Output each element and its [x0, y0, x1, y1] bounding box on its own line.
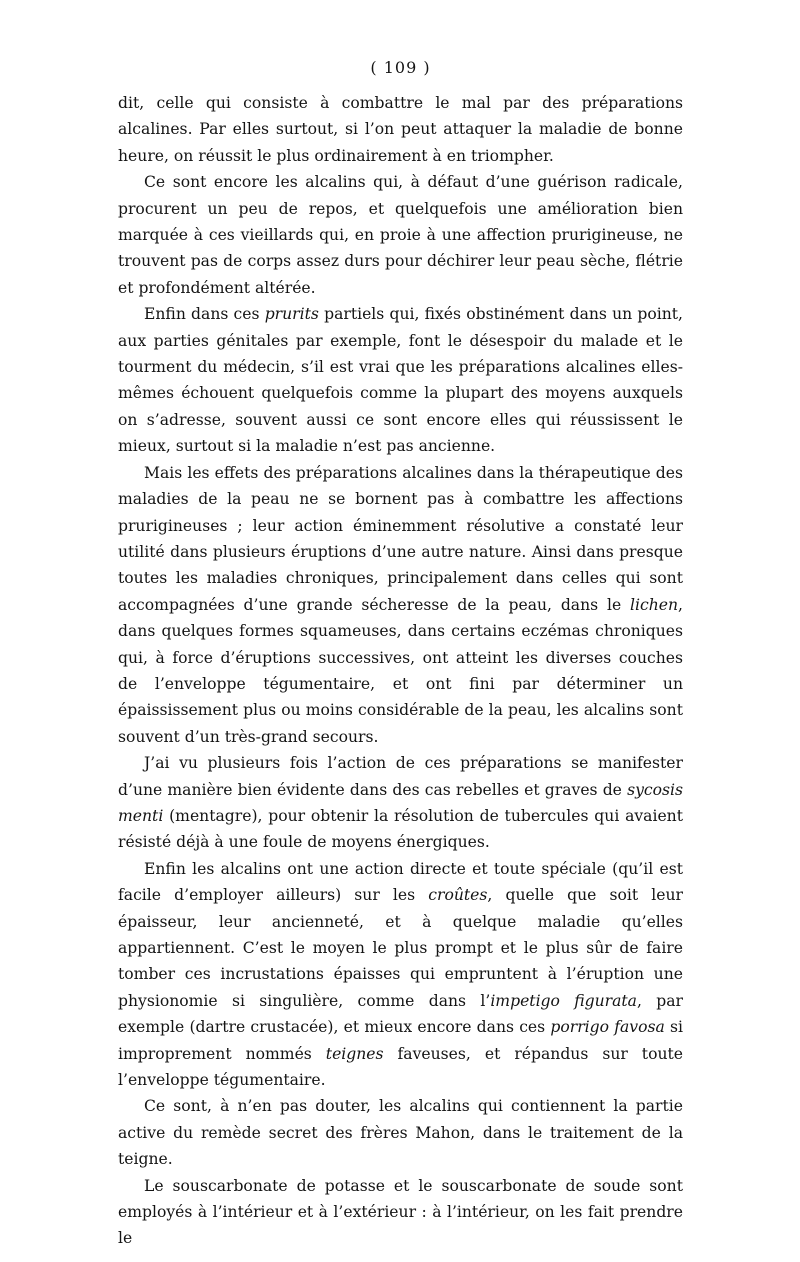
text-segment: Enfin dans ces: [144, 305, 265, 324]
text-segment: , quelle que soit leur épaisseur, leur ancienneté, et à quelque maladie qu’elles appartiennent. C’est le moyen le plus prompt et le plus sûr de faire tomber ces incrustations épaisses qui empruntent à l’éruption une physionomie si singulière, comme dans l’: [118, 886, 683, 1010]
page-number: ( 109 ): [370, 58, 431, 77]
text-segment: si improprement nommés: [118, 1018, 683, 1063]
italic-term: lichen: [630, 595, 679, 614]
paragraph-p8: [118, 1173, 683, 1252]
text-segment: faveuses, et répandus sur toute l’enveloppe tégumentaire.: [118, 1044, 684, 1090]
document-page: [118, 54, 683, 1252]
text-segment: J’ai vu plusieurs fois l’action de ces préparations se manifester d’une manière bien évidente dans des cas rebelles et graves de: [118, 754, 683, 799]
paragraph-p1: [118, 90, 683, 169]
italic-term: prurits: [264, 305, 319, 324]
text-segment: , par exemple (dartre crustacée), et mieux encore dans ces: [118, 991, 683, 1037]
text-segment: Mais les effets des préparations alcalines dans la thérapeutique des maladies de la peau ne se bornent pas à combattre les affections prurigineuses ; leur action éminemment résolutive a constaté leur utilité dans plusieurs éruptions d’une autre nature. Ainsi dans presque toutes les maladies chroniques, principalement dans celles qui sont accompagnées d’une grande sécheresse de la peau, dans le: [118, 463, 683, 614]
body-text: [118, 90, 683, 1252]
paragraph-p2: [118, 169, 683, 301]
text-segment: Enfin les alcalins ont une action directe et toute spéciale (qu’il est facile d’employer ailleurs) sur les: [118, 859, 683, 905]
italic-term: teignes: [325, 1044, 384, 1063]
italic-term: croûtes: [428, 886, 488, 905]
italic-term: impetigo figurata: [490, 991, 637, 1010]
text-segment: partiels qui, fixés obstinément dans un point, aux parties génitales par exemple, font le désespoir du malade et le tourment du médecin, s’il est vrai que les préparations alcalines elles-mêmes échouent quelquefois comme la plupart des moyens auxquels on s’adresse, souvent aussi ce sont encore elles qui réussissent le mieux, surtout si la maladie n’est pas ancienne.: [118, 305, 684, 456]
paragraph-p7: [118, 1093, 683, 1172]
text-segment: , dans quelques formes squameuses, dans certains eczémas chroniques qui, à force d’éruptions successives, ont atteint les diverses couches de l’enveloppe tégumentaire, et ont fini par déterminer un épaississement plus ou moins considérable de la peau, les alcalins sont souvent d’un très-grand secours.: [118, 595, 683, 746]
paragraph-p4: [118, 460, 683, 750]
text-segment: Le souscarbonate de potasse et le souscarbonate de soude sont employés à l’intérieur et à l’extérieur : à l’intérieur, on les fait prendre le: [118, 1176, 683, 1248]
italic-term: porrigo favosa: [550, 1018, 665, 1037]
text-segment: Ce sont encore les alcalins qui, à défaut d’une guérison radicale, procurent un peu de repos, et quelquefois une amélioration bien marquée à ces vieillards qui, en proie à une affection prurigineuse, ne trouvent pas de corps assez durs pour déchirer leur peau sèche, flétrie et profondément altérée.: [118, 173, 683, 297]
text-segment: Ce sont, à n’en pas douter, les alcalins qui contiennent la partie active du remède secret des frères Mahon, dans le traitement de la teigne.: [118, 1097, 683, 1169]
text-segment: (mentagre), pour obtenir la résolution de tubercules qui avaient résisté déjà à une foule de moyens énergiques.: [118, 806, 683, 852]
italic-term: sycosis menti: [118, 780, 683, 825]
paragraph-p6: [118, 856, 683, 1094]
paragraph-p3: [118, 301, 683, 459]
paragraph-p5: [118, 750, 683, 856]
text-segment: dit, celle qui consiste à combattre le mal par des préparations alcalines. Par elles surtout, si l’on peut attaquer la maladie de bonne heure, on réussit le plus ordinairement à en triompher.: [118, 94, 683, 165]
